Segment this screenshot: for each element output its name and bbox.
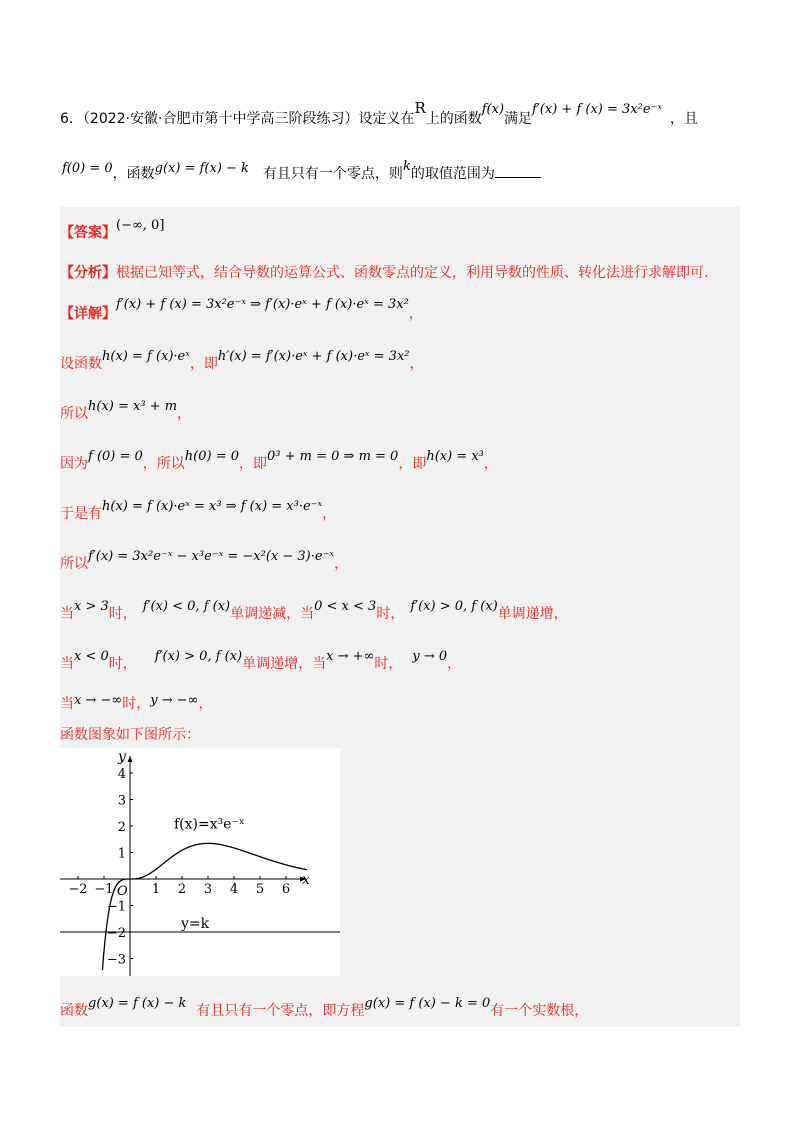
gx-definition: g(x) = f(x) − k bbox=[154, 161, 249, 176]
detail-text: ，即 bbox=[189, 356, 218, 372]
detail-text: ，即 bbox=[398, 456, 427, 472]
punct: ， bbox=[334, 556, 349, 572]
punct: ， bbox=[409, 356, 424, 372]
condition-equation: f′(x) + f (x) = 3x²e⁻ˣ bbox=[532, 102, 663, 117]
k-symbol: k bbox=[402, 159, 411, 174]
y-tick-label: 2 bbox=[117, 820, 126, 835]
graph-background bbox=[60, 748, 340, 976]
punct: ， bbox=[483, 456, 498, 472]
graph-intro: 函数图象如下图所示： bbox=[60, 727, 200, 743]
question-text: 的取值范围为 bbox=[410, 166, 495, 182]
question-text: 有且只有一个零点，则 bbox=[262, 166, 403, 182]
detail-line-9 bbox=[60, 693, 212, 713]
answer-label: 【答案】 bbox=[60, 225, 116, 241]
detail-equation: f′(x) + f (x) = 3x²e⁻ˣ ⇒ f′(x)·eˣ + f (x)·eˣ = 3x² bbox=[116, 297, 409, 312]
math: x < 0 bbox=[74, 649, 109, 664]
detail-line-6 bbox=[60, 549, 349, 573]
math: y → 0 bbox=[412, 649, 448, 664]
math: f′(x) = 3x²e⁻ˣ − x³e⁻ˣ = −x²(x − 3)·e⁻ˣ bbox=[88, 549, 335, 564]
detail-text: 有且只有一个零点，即方程 bbox=[196, 1003, 365, 1019]
punct: ， bbox=[198, 696, 213, 712]
math: h(0) = 0 bbox=[184, 449, 240, 464]
x-tick-label: 4 bbox=[229, 882, 239, 897]
detail-line-5 bbox=[60, 499, 337, 523]
detail-text: 所以 bbox=[60, 406, 88, 422]
detail-text: 时， bbox=[108, 656, 137, 672]
y-tick-label: −3 bbox=[106, 952, 126, 968]
detail-text: 时， bbox=[376, 606, 405, 622]
analysis-line bbox=[60, 262, 708, 282]
x-tick-label: 1 bbox=[151, 882, 161, 897]
question-number: 6． bbox=[60, 111, 83, 127]
x-axis-label: x bbox=[302, 872, 310, 888]
math: x → +∞ bbox=[326, 649, 375, 664]
function-graph bbox=[60, 748, 340, 976]
question-text: 上的函数 bbox=[425, 111, 482, 127]
detail-line-11 bbox=[60, 996, 589, 1020]
math: x → −∞ bbox=[74, 693, 123, 708]
question-source: （2022·安徽·合肥市第十中学高三阶段练习） bbox=[82, 111, 359, 127]
detail-line-4 bbox=[60, 449, 498, 473]
y-tick-label: −2 bbox=[106, 926, 126, 941]
y-tick-label: −1 bbox=[106, 899, 126, 915]
math: h(x) = x³ bbox=[426, 449, 484, 464]
x-tick-label: −1 bbox=[94, 882, 114, 897]
question-line-2 bbox=[62, 159, 541, 183]
punct: ， bbox=[447, 656, 462, 672]
detail-line-10 bbox=[60, 724, 200, 744]
x-tick-label: 3 bbox=[203, 882, 213, 897]
detail-text: ，所以 bbox=[142, 456, 185, 472]
x-tick-label: 6 bbox=[281, 882, 291, 897]
x-tick-label: 5 bbox=[255, 882, 265, 897]
analysis-text: 根据已知等式，结合导数的运算公式、函数零点的定义，利用导数的性质、转化法进行求解即可. bbox=[116, 265, 709, 281]
detail-text: 设函数 bbox=[60, 356, 102, 372]
h-definition: h(x) = f (x)·eˣ bbox=[102, 349, 190, 364]
math: 0³ + m = 0 ⇒ m = 0 bbox=[267, 449, 399, 464]
h-derivative: h′(x) = f′(x)·eˣ + f (x)·eˣ = 3x² bbox=[217, 349, 410, 364]
answer-value: (−∞, 0] bbox=[116, 218, 165, 233]
detail-line-8 bbox=[60, 649, 462, 673]
detail-line-1 bbox=[60, 297, 423, 323]
detail-line-7 bbox=[60, 599, 568, 623]
y-tick-label: 4 bbox=[117, 767, 126, 782]
set-R: R bbox=[414, 99, 426, 117]
detail-text: 单调递增， bbox=[497, 606, 568, 622]
math: f′(x) < 0, f (x) bbox=[142, 599, 231, 614]
detail-text: 时， bbox=[374, 656, 403, 672]
detail-text: 当 bbox=[60, 696, 74, 712]
punct: ， bbox=[322, 506, 337, 522]
line-label: y=k bbox=[181, 916, 210, 932]
f0-equation: f(0) = 0 bbox=[62, 161, 113, 176]
fx-symbol: f(x) bbox=[481, 102, 505, 117]
detail-text: 当 bbox=[60, 656, 74, 672]
math: 0 < x < 3 bbox=[314, 599, 377, 614]
origin-label: O bbox=[117, 884, 128, 899]
math: f′(x) > 0, f (x) bbox=[410, 599, 498, 614]
x-tick-label: 2 bbox=[177, 882, 187, 897]
detail-text: 单调递减，当 bbox=[230, 606, 315, 622]
y-tick-label: 1 bbox=[117, 846, 126, 862]
detail-text: 函数 bbox=[60, 1003, 88, 1019]
math: f (0) = 0 bbox=[88, 449, 143, 464]
math: g(x) = f (x) − k = 0 bbox=[364, 996, 491, 1011]
math: f′(x) > 0, f (x) bbox=[154, 649, 243, 664]
question-text: 满足 bbox=[504, 111, 533, 127]
math: g(x) = f (x) − k bbox=[88, 996, 187, 1011]
detail-line-2 bbox=[60, 349, 424, 373]
answer-blank[interactable] bbox=[495, 165, 541, 178]
detail-label: 【详解】 bbox=[60, 306, 116, 322]
detail-text: 因为 bbox=[60, 456, 88, 472]
question-line-1 bbox=[60, 99, 699, 128]
analysis-label: 【分析】 bbox=[60, 265, 116, 281]
detail-text: 有一个实数根， bbox=[490, 1003, 589, 1019]
curve-label: f(x)=x³e⁻ˣ bbox=[174, 816, 245, 833]
y-axis-label: y bbox=[118, 749, 126, 765]
detail-text: 于是有 bbox=[60, 506, 102, 522]
y-tick-label: 3 bbox=[117, 793, 126, 809]
detail-text: 单调递增，当 bbox=[242, 656, 327, 672]
question-text: ，且 bbox=[670, 111, 699, 127]
punct: ， bbox=[177, 406, 192, 422]
math: y → −∞ bbox=[150, 693, 199, 708]
punct: ， bbox=[408, 306, 423, 322]
math: x > 3 bbox=[74, 599, 109, 614]
question-text: ，函数 bbox=[112, 166, 155, 182]
answer-line bbox=[60, 218, 165, 242]
detail-text: ，即 bbox=[239, 456, 268, 472]
x-tick-label: −2 bbox=[68, 882, 88, 897]
question-text: 设定义在 bbox=[358, 111, 415, 127]
h-general: h(x) = x³ + m bbox=[88, 399, 178, 414]
detail-text: 所以 bbox=[60, 556, 88, 572]
detail-line-3 bbox=[60, 399, 192, 423]
math: h(x) = f (x)·eˣ = x³ ⇒ f (x) = x³·e⁻ˣ bbox=[102, 499, 323, 514]
detail-text: 时， bbox=[108, 606, 137, 622]
detail-text: 当 bbox=[60, 606, 74, 622]
detail-text: 时， bbox=[122, 696, 151, 712]
